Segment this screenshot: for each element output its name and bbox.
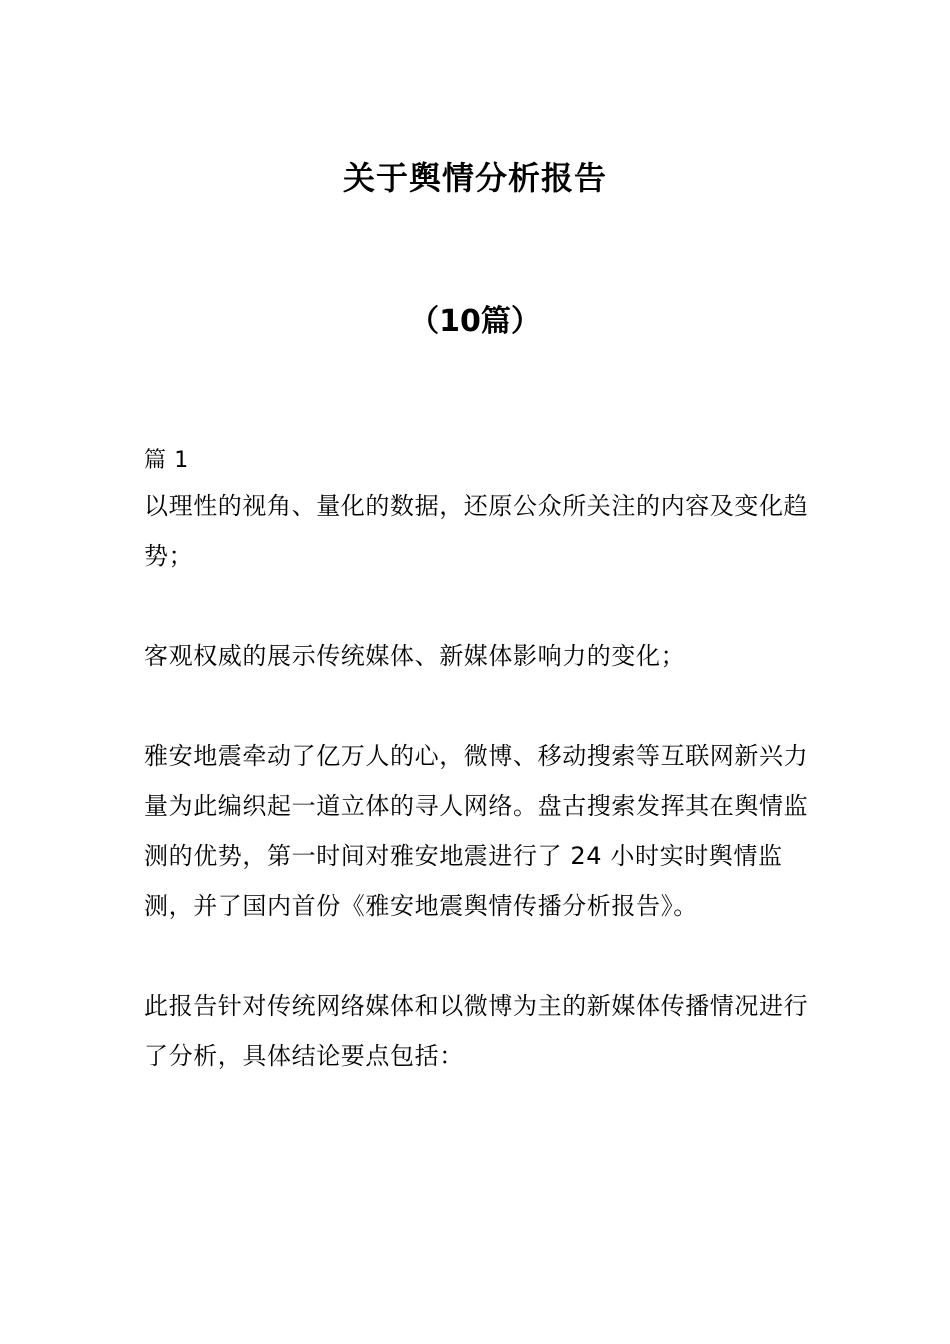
section-label: 篇 1	[144, 448, 189, 473]
paragraph-2: 客观权威的展示传统媒体、新媒体影响力的变化；	[144, 642, 686, 670]
document-title: 关于舆情分析报告	[342, 159, 607, 197]
document-body	[144, 446, 809, 1081]
paragraph-3: 雅安地震牵动了亿万人的心，微博、移动搜索等互联网新兴力量为此编织起一道立体的寻人网络。盘古搜索发挥其在舆情监测的优势，第一时间对雅安地震进行了 24 小时实时舆情监测，并了国内首份《雅安地震舆情传播分析报告》。	[144, 742, 809, 920]
paragraph-1: 以理性的视角、量化的数据，还原公众所关注的内容及变化趋势；	[144, 492, 809, 570]
document-subtitle: （10篇）	[409, 304, 541, 339]
paragraph-4: 此报告针对传统网络媒体和以微博为主的新媒体传播情况进行了分析，具体结论要点包括：	[144, 992, 809, 1070]
